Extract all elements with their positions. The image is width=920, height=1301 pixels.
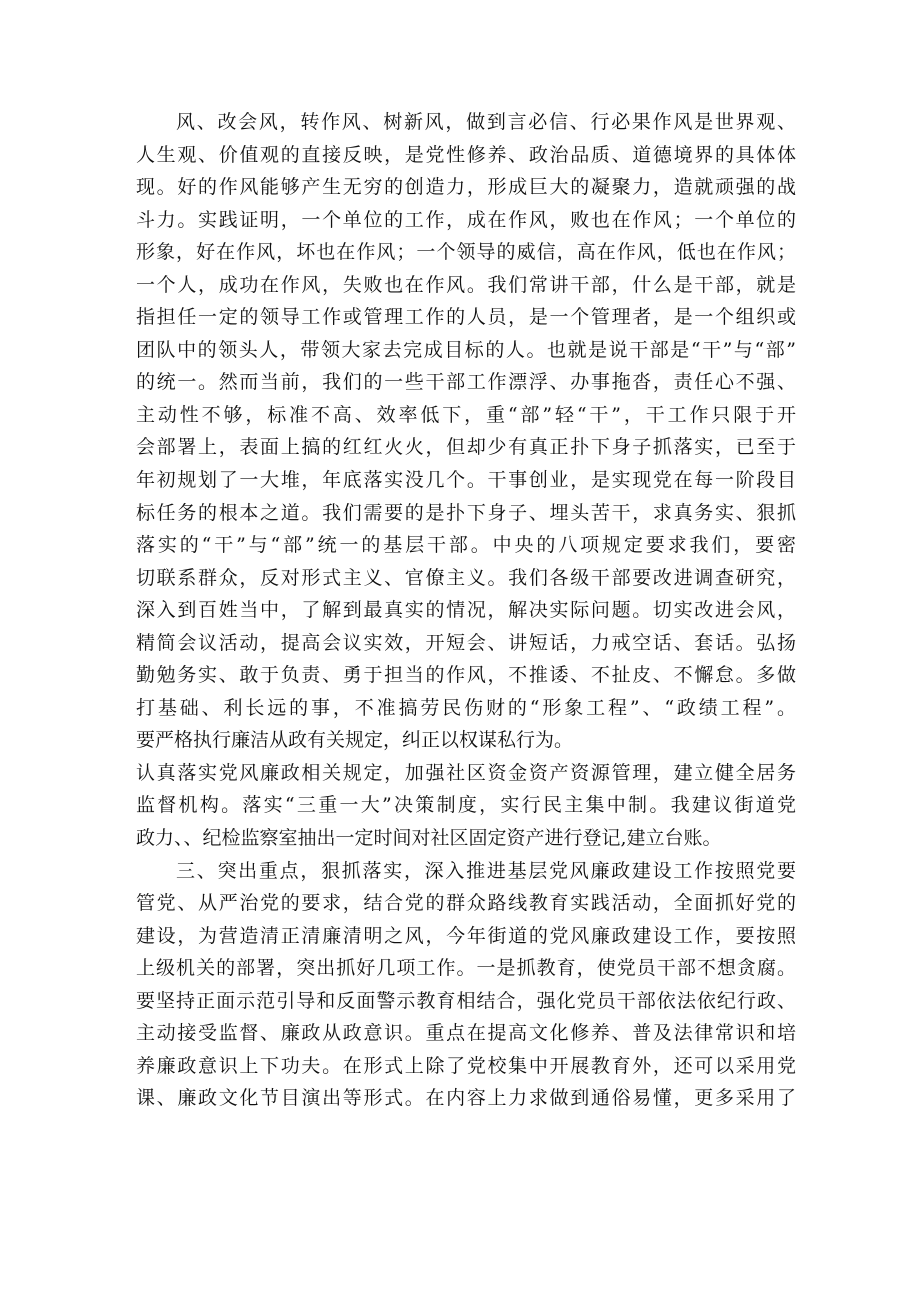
paragraph-line: 打基础、利长远的事，不准搞劳民伤财的“形象工程”、“政绩工程”。	[136, 696, 796, 719]
paragraph-line: 风、改会风，转作风、树新风，做到言必信、行必果作风是世界观、	[176, 111, 796, 133]
paragraph-line: 精简会议活动，提高会议实效，开短会、讲短话，力戒空话、套话。弘扬	[136, 631, 796, 654]
paragraph-line: 主动接受监督、廉政从政意识。重点在提高文化修养、普及法律常识和培	[136, 1022, 796, 1045]
paragraph-line: 认真落实党风廉政相关规定，加强社区资金资产资源管理，建立健全居务	[136, 761, 796, 784]
paragraph-line: 三、突出重点，狠抓落实，深入推进基层党风廉政建设工作按照党要	[176, 859, 796, 882]
paragraph-line: 深入到百姓当中，了解到最真实的情况，解决实际问题。切实改进会风，	[136, 599, 796, 622]
paragraph-line: 要坚持正面示范引导和反面警示教育相结合，强化党员干部依法依纪行政、	[136, 989, 796, 1012]
paragraph-line: 的统一。然而当前，我们的一些干部工作漂浮、办事拖沓，责任心不强、	[136, 371, 796, 394]
paragraph-line: 主动性不够，标准不高、效率低下，重“部”轻“干”，干工作只限于开	[136, 403, 796, 426]
paragraph-line: 上级机关的部署，突出抓好几项工作。一是抓教育，使党员干部不想贪腐。	[136, 957, 796, 980]
paragraph-line: 人生观、价值观的直接反映，是党性修养、政治品质、道德境界的具体体	[136, 143, 796, 166]
paragraph-line: 课、廉政文化节目演出等形式。在内容上力求做到通俗易懂，更多采用了	[136, 1087, 796, 1110]
paragraph-line: 监督机构。落实“三重一大”决策制度，实行民主集中制。我建议街道党	[136, 794, 796, 817]
paragraph-line: 现。好的作风能够产生无穷的创造力，形成巨大的凝聚力，造就顽强的战	[136, 176, 796, 199]
paragraph-line: 一个人，成功在作风，失败也在作风。我们常讲干部，什么是干部，就是	[136, 273, 796, 296]
paragraph-line: 团队中的领头人，带领大家去完成目标的人。也就是说干部是“干”与“部”	[136, 338, 796, 361]
document-body	[136, 106, 796, 1115]
paragraph-line: 切联系群众，反对形式主义、官僚主义。我们各级干部要改进调查研究，	[136, 566, 796, 589]
paragraph-line: 要严格执行廉洁从政有关规定，纠正以权谋私行为。	[136, 729, 574, 752]
paragraph-line: 形象，好在作风，坏也在作风；一个领导的威信，高在作风，低也在作风；	[136, 241, 796, 264]
paragraph-line: 建设，为营造清正清廉清明之风，今年街道的党风廉政建设工作，要按照	[136, 924, 796, 947]
paragraph-line: 养廉政意识上下功夫。在形式上除了党校集中开展教育外，还可以采用党	[136, 1054, 796, 1077]
paragraph-line: 指担任一定的领导工作或管理工作的人员，是一个管理者，是一个组织或	[136, 306, 796, 329]
paragraph-line: 斗力。实践证明，一个单位的工作，成在作风，败也在作风；一个单位的	[136, 208, 796, 231]
paragraph-line: 年初规划了一大堆，年底落实没几个。干事创业，是实现党在每一阶段目	[136, 469, 796, 492]
paragraph-line: 标任务的根本之道。我们需要的是扑下身子、埋头苦干，求真务实、狠抓	[136, 501, 796, 524]
paragraph-line: 政力、、纪检监察室抽出一定时间对社区固定资产进行登记,建立台账。	[136, 827, 722, 850]
paragraph-line: 管党、从严治党的要求，结合党的群众路线教育实践活动，全面抓好党的	[136, 892, 796, 915]
paragraph-line: 落实的“干”与“部”统一的基层干部。中央的八项规定要求我们，要密	[136, 534, 796, 557]
paragraph-line: 会部署上，表面上搞的红红火火，但却少有真正扑下身子抓落实，已至于	[136, 436, 796, 459]
paragraph-line: 勤勉务实、敢于负责、勇于担当的作风，不推诿、不扯皮、不懈怠。多做	[136, 664, 796, 687]
